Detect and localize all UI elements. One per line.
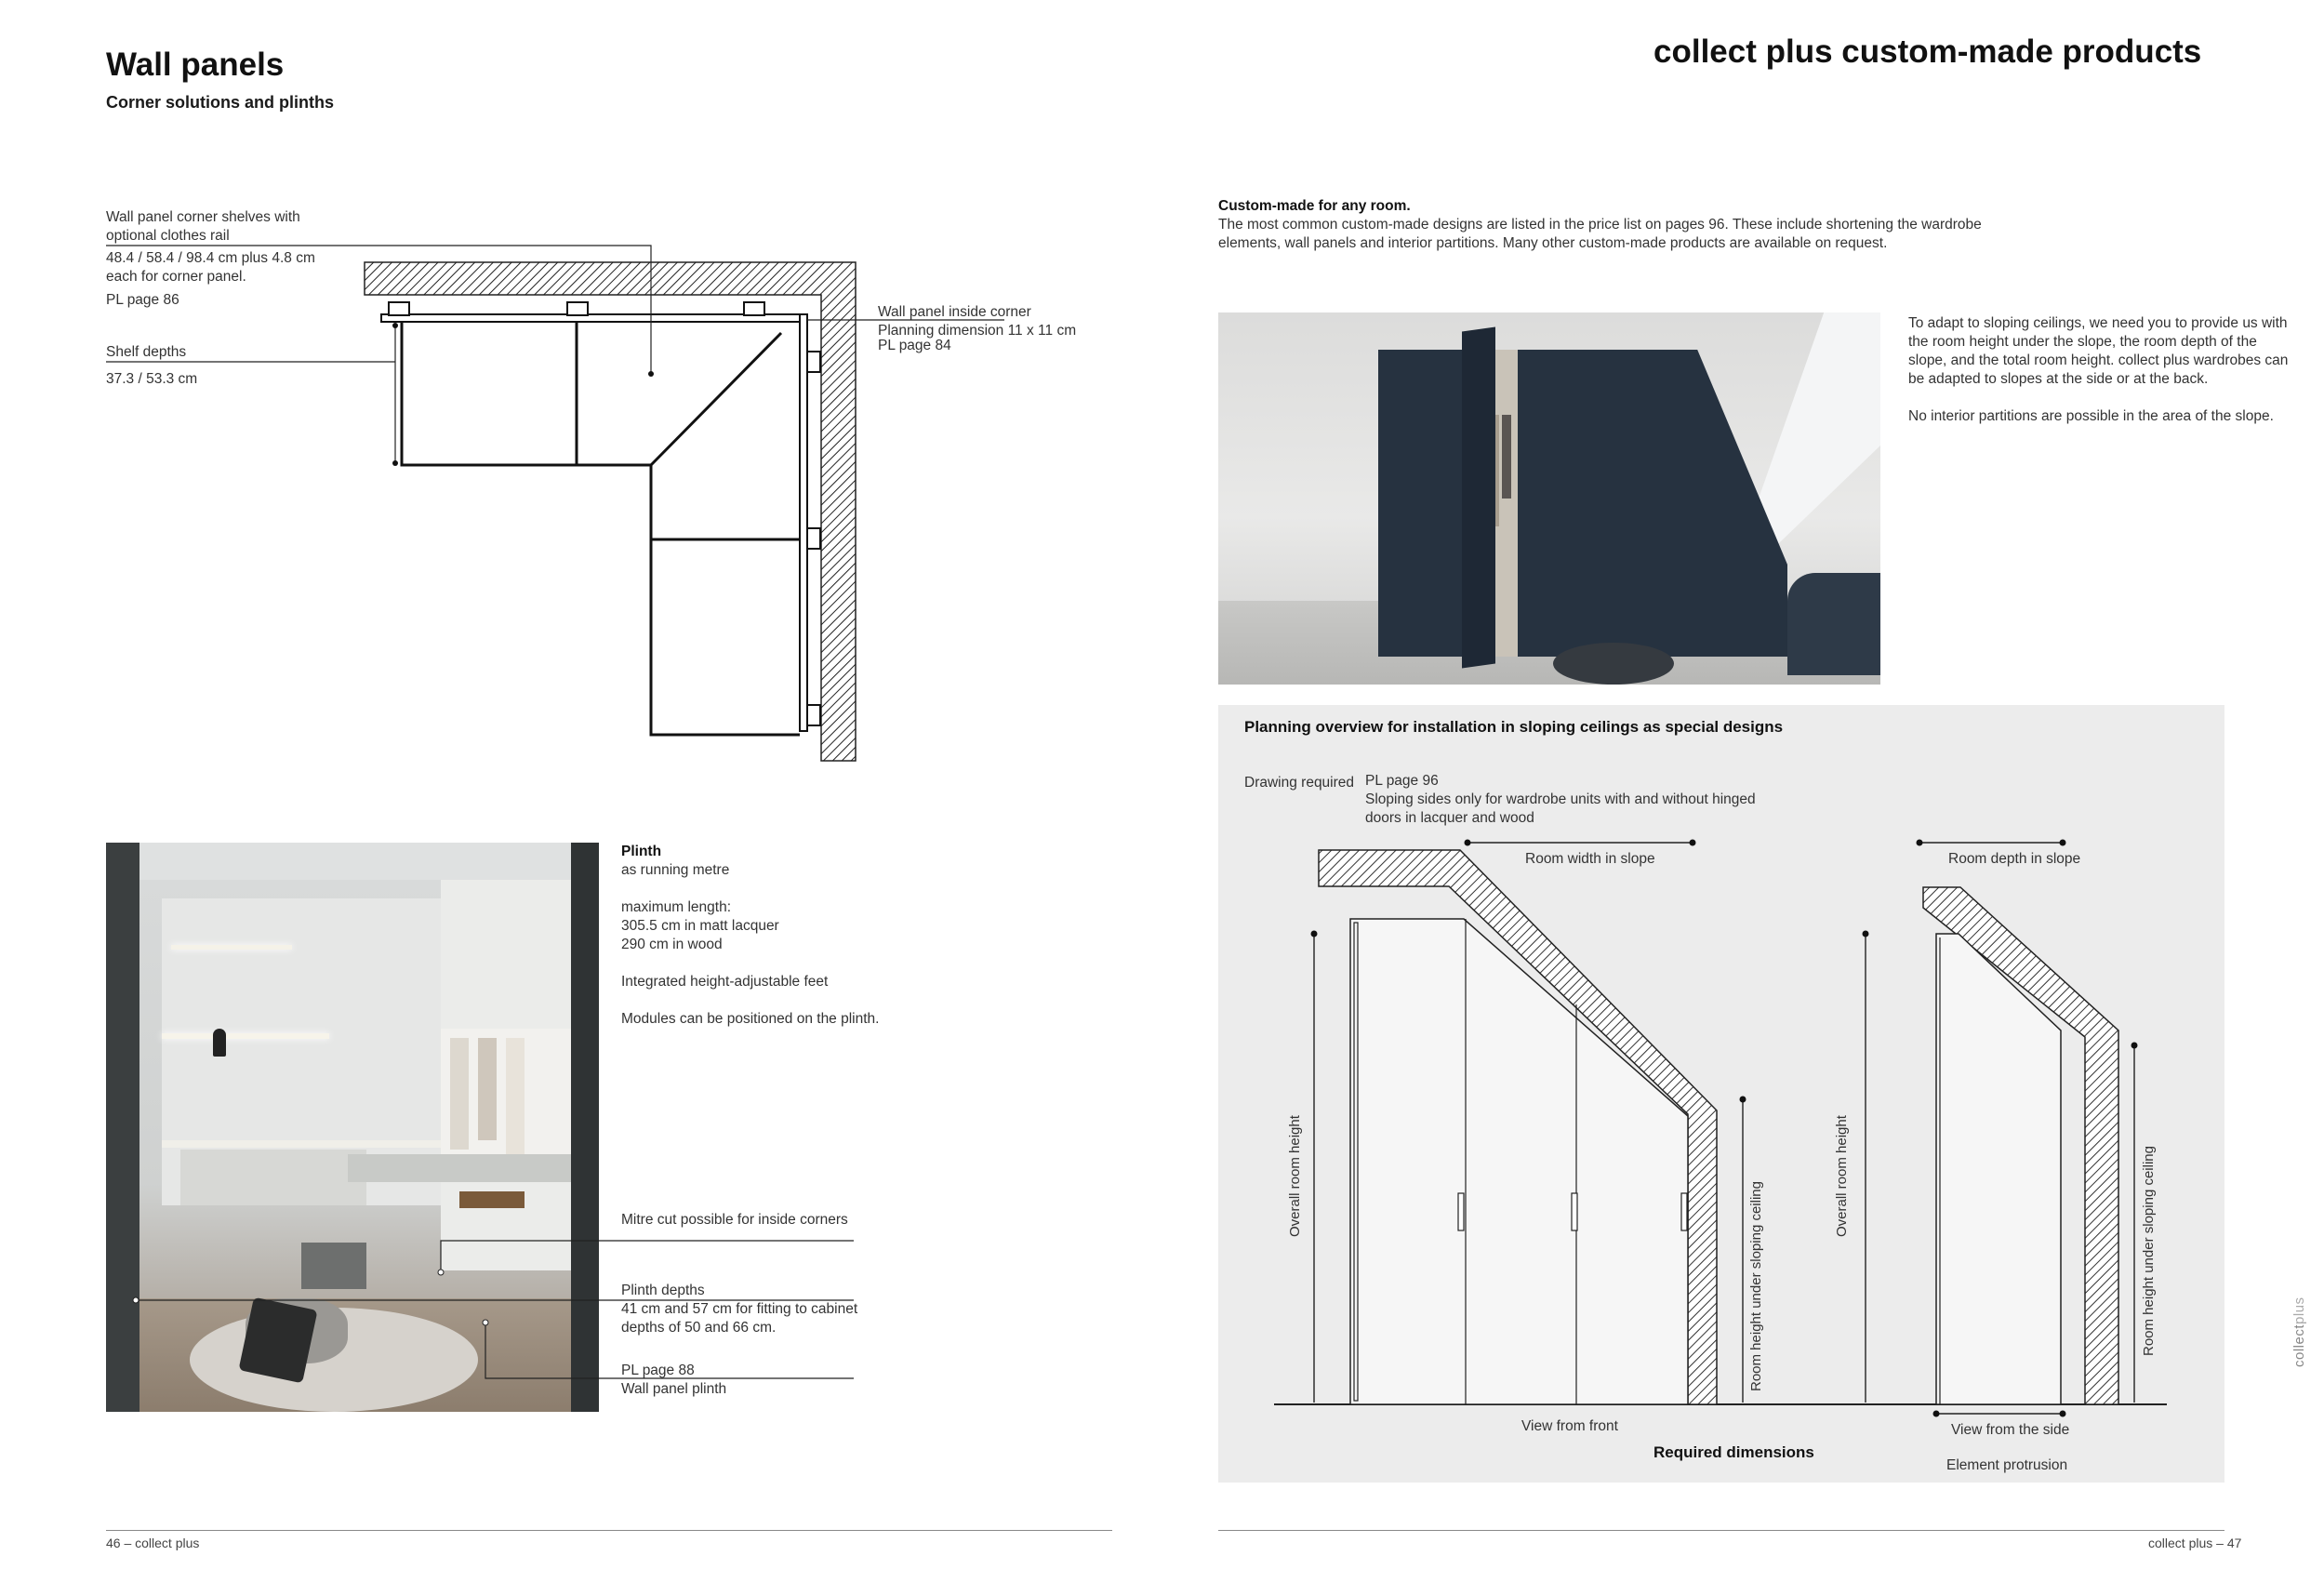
plinth-line4: 290 cm in wood xyxy=(621,937,723,952)
height-under-label-side: Room height under sloping ceiling xyxy=(2141,1146,2157,1356)
required-dimensions: Required dimensions xyxy=(1653,1443,1814,1461)
brand-part-a: collect xyxy=(2291,1323,2307,1367)
mitre-note: Mitre cut possible for inside corners xyxy=(621,1212,848,1228)
plinth-line6: Modules can be positioned on the plinth. xyxy=(621,1011,880,1027)
corner-shelves-dims: 48.4 / 58.4 / 98.4 cm plus 4.8 cm each for corner panel. xyxy=(106,250,315,285)
side-brand-mark xyxy=(2291,1296,2307,1367)
shelf-depths-value: 37.3 / 53.3 cm xyxy=(106,371,198,387)
slope-text-2: the room height under the slope, the room depth of the xyxy=(1908,334,2257,350)
intro-text-1: The most common custom-made designs are listed in the price list on pages 96. These include shortening the wardrobe xyxy=(1218,217,1982,233)
page-title: Wall panels xyxy=(106,47,285,83)
planning-ref-text-2: doors in lacquer and wood xyxy=(1365,810,1534,826)
corner-shelves-label: Wall panel corner shelves with optional clothes rail xyxy=(106,209,300,244)
inside-corner-ref: PL page 84 xyxy=(878,338,951,353)
plinth-title: Plinth xyxy=(621,844,662,859)
view-front-label: View from front xyxy=(1521,1418,1618,1434)
plinth-depths-value1: 41 cm and 57 cm for fitting to cabinet xyxy=(621,1301,858,1317)
page-subtitle: Corner solutions and plinths xyxy=(106,93,335,112)
right-page-title: collect plus custom-made products xyxy=(1653,33,2202,70)
planning-ref: PL page 96 xyxy=(1365,773,1439,789)
view-side-label: View from the side xyxy=(1951,1422,2070,1438)
planning-title: Planning overview for installation in sloping ceilings as special designs xyxy=(1244,718,1784,736)
intro-title: Custom-made for any room. xyxy=(1218,198,1411,214)
overall-height-label-side: Overall room height xyxy=(1834,1115,1850,1237)
height-under-label-front: Room height under sloping ceiling xyxy=(1748,1181,1764,1391)
sloped-wardrobe-photo xyxy=(1218,312,1880,685)
plinth-leaders xyxy=(0,0,1162,1451)
plinth-depths-value2: depths of 50 and 66 cm. xyxy=(621,1320,777,1336)
footer-rule-left xyxy=(106,1530,1112,1531)
drawing-required: Drawing required xyxy=(1244,775,1355,791)
plinth-depths-label: Plinth depths xyxy=(621,1283,705,1298)
plinth-line5: Integrated height-adjustable feet xyxy=(621,974,829,990)
slope-text-1: To adapt to sloping ceilings, we need you to provide us with xyxy=(1908,315,2288,331)
shelf-depths-label: Shelf depths xyxy=(106,344,187,360)
folio-right: collect plus – 47 xyxy=(2148,1536,2242,1550)
room-width-label: Room width in slope xyxy=(1525,851,1655,867)
corner-shelves-ref: PL page 86 xyxy=(106,292,179,308)
plinth-ref-label: Wall panel plinth xyxy=(621,1381,727,1397)
slope-text-4: be adapted to slopes at the side or at the back. xyxy=(1908,371,2209,387)
room-depth-label: Room depth in slope xyxy=(1948,851,2081,867)
plinth-line2: maximum length: xyxy=(621,899,732,915)
inside-corner-label: Wall panel inside corner xyxy=(878,304,1031,320)
slope-text-3: slope, and the total room height. collect plus wardrobes can xyxy=(1908,352,2289,368)
footer-rule-right xyxy=(1218,1530,2224,1531)
overall-height-label-front: Overall room height xyxy=(1287,1115,1303,1237)
slope-text-5: No interior partitions are possible in the area of the slope. xyxy=(1908,408,2274,424)
intro-text-2: elements, wall panels and interior partitions. Many other custom-made products are available on request. xyxy=(1218,235,1888,251)
sloping-ceiling-drawing xyxy=(1218,705,2224,1483)
plinth-line3: 305.5 cm in matt lacquer xyxy=(621,918,779,934)
inside-corner-dims: Planning dimension 11 x 11 cm xyxy=(878,323,1077,339)
brand-part-b: plus xyxy=(2291,1296,2307,1324)
planning-ref-text-1: Sloping sides only for wardrobe units with and without hinged xyxy=(1365,791,1756,807)
folio-left: 46 – collect plus xyxy=(106,1536,200,1550)
plinth-line1: as running metre xyxy=(621,862,730,878)
plinth-ref: PL page 88 xyxy=(621,1363,695,1378)
element-protrusion-label: Element protrusion xyxy=(1946,1457,2068,1473)
